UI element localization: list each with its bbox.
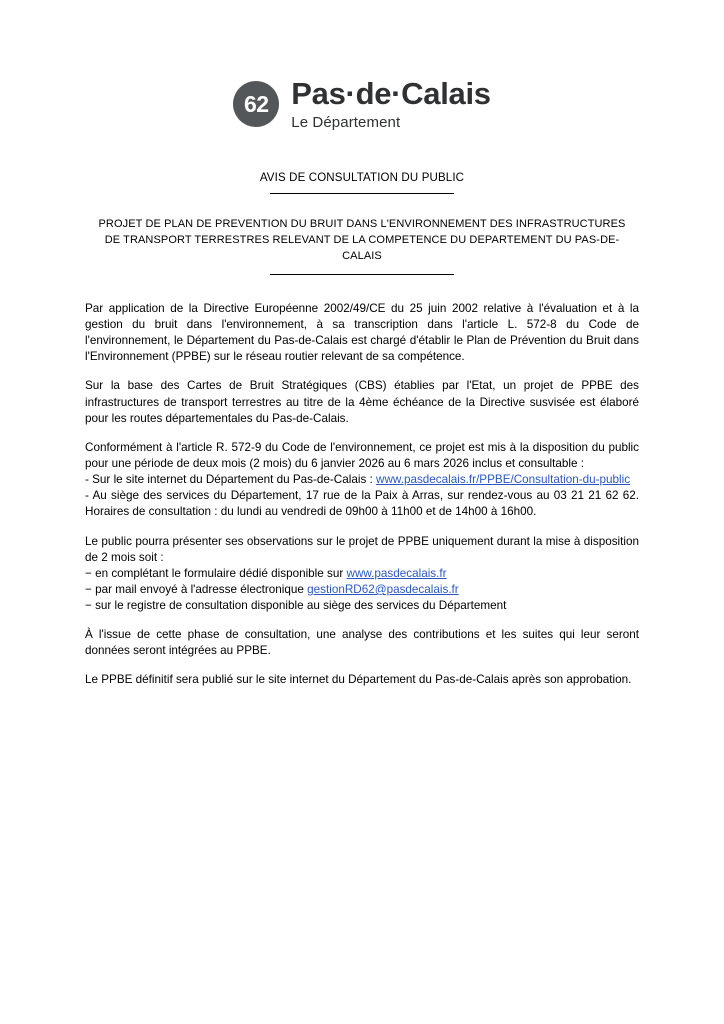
logo-wordmark	[291, 78, 490, 130]
paragraph-consultation-block	[85, 440, 639, 521]
logo-number-badge: 62	[233, 81, 279, 127]
observation-item-form-text: − en complétant le formulaire dédié disponible sur	[85, 566, 347, 580]
observation-item-mail-text: − par mail envoyé à l'adresse électronique	[85, 582, 308, 596]
link-form-website[interactable]: www.pasdecalais.fr	[346, 566, 447, 580]
paragraph-analysis: À l'issue de cette phase de consultation, une analyse des contributions et les suites qui leur seront données seront intégrées au PPBE.	[85, 628, 639, 658]
heading-divider	[270, 193, 454, 194]
paragraph-cbs: Sur la base des Cartes de Bruit Stratégiques (CBS) établies par l'Etat, un projet de PPBE des infrastructures de transport terrestres au titre de la 4ème échéance de la Directive susvisée est élaboré pour les routes départementales du Pas-de-Calais.	[85, 379, 639, 425]
observation-item-register: − sur le registre de consultation disponible au siège des services du Département	[85, 599, 507, 613]
link-consultation-website[interactable]: www.pasdecalais.fr/PPBE/Consultation-du-public	[376, 473, 631, 487]
project-heading-line-1: PROJET DE PLAN DE PREVENTION DU BRUIT DANS L'ENVIRONNEMENT DES INFRASTRUCTURES	[98, 218, 626, 230]
consultation-item-website	[85, 472, 639, 488]
department-logo	[85, 0, 639, 130]
paragraph-observations-block	[85, 534, 639, 615]
observation-item-mail	[85, 582, 639, 598]
subheading-divider	[270, 274, 454, 275]
project-heading	[85, 217, 639, 265]
logo-title: Pas·de·Calais	[291, 76, 491, 111]
observation-item-form	[85, 566, 639, 582]
paragraph-consultation-intro: Conformément à l'article R. 572-9 du Code de l'environnement, ce projet est mis à la disposition du public pour une période de deux mois (2 mois) du 6 janvier 2026 au 6 mars 2026 inclus et consultable :	[85, 440, 639, 470]
notice-heading: AVIS DE CONSULTATION DU PUBLIC	[259, 172, 465, 184]
consultation-item-office: - Au siège des services du Département, 17 rue de la Paix à Arras, sur rendez-vous au 03 21 21 62 62. Horaires de consultation : du lundi au vendredi de 09h00 à 11h00 et de 14h00 à 16h00.	[85, 489, 639, 519]
paragraph-directive: Par application de la Directive Européenne 2002/49/CE du 25 juin 2002 relative à l'évaluation et à la gestion du bruit dans l'environnement, à sa transcription dans l'article L. 572-8 du Code de l'environnement, le Département du Pas-de-Calais est chargé d'établir le Plan de Prévention du Bruit dans l'Environnement (PPBE) sur le réseau routier relevant de sa compétence.	[85, 301, 639, 364]
document-body	[85, 301, 639, 689]
link-email-address[interactable]: gestionRD62@pasdecalais.fr	[307, 582, 459, 596]
project-heading-line-2: DE TRANSPORT TERRESTRES RELEVANT DE LA COMPETENCE DU DEPARTEMENT DU PAS-DE-CALAIS	[104, 233, 620, 262]
logo-subtitle: Le Département	[291, 114, 401, 131]
paragraph-observations-intro: Le public pourra présenter ses observations sur le projet de PPBE uniquement durant la mise à disposition de 2 mois soit :	[85, 534, 639, 564]
paragraph-final-publication: Le PPBE définitif sera publié sur le site internet du Département du Pas-de-Calais après son approbation.	[85, 673, 632, 687]
consultation-item-website-text: - Sur le site internet du Département du Pas-de-Calais :	[85, 473, 377, 487]
